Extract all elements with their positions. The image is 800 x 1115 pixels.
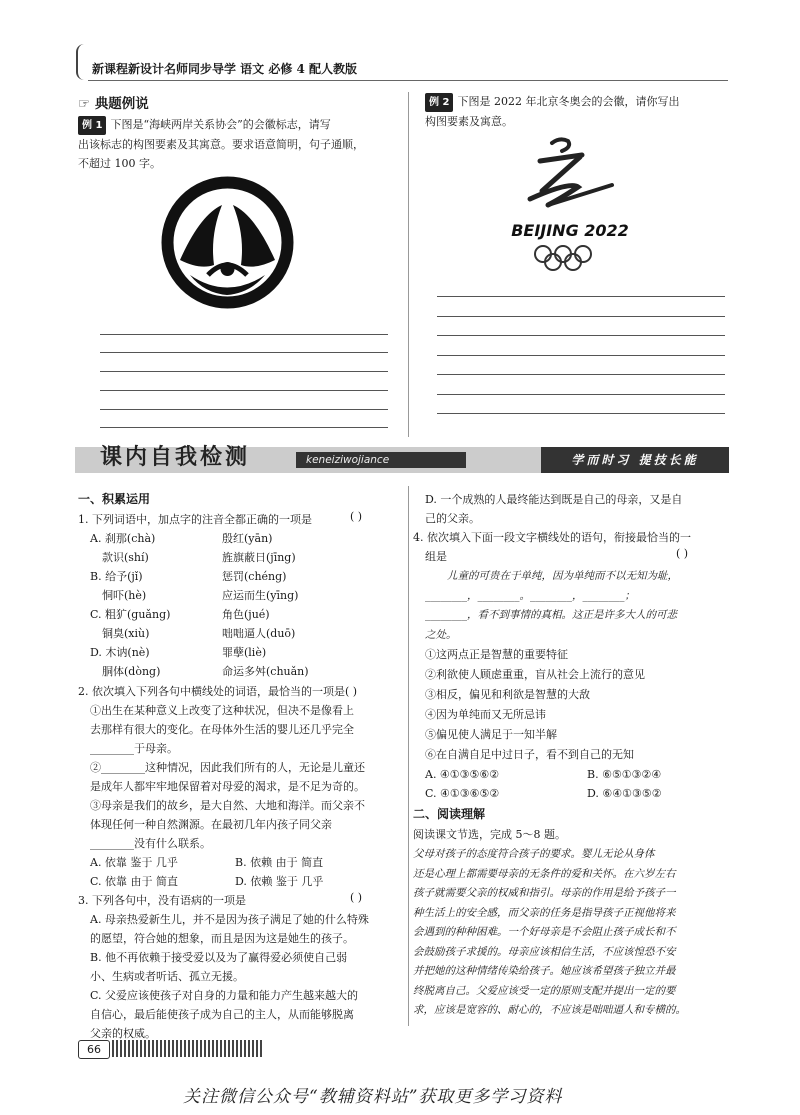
banner-title: 课内自我检测 <box>100 445 251 470</box>
book-title: 新课程新设计名师同步导学 语文 必修 4 配人教版 <box>92 62 358 76</box>
straits-association-logo <box>160 175 295 310</box>
header-rule <box>88 80 728 81</box>
q1-opt: B. 给予(jǐ) <box>90 570 143 583</box>
banner-motto: 学而时习 提技长能 <box>541 447 729 473</box>
q2-opt[interactable]: C. 依靠 由于 简直 <box>90 875 179 888</box>
page-number-box <box>78 1040 110 1059</box>
q2-passage: ①出生在某种意义上改变了这种状况，但决不是像看上 去那样有很大的变化。在母体外生活的婴儿还几乎完全 ________于母亲。 ②________这种情况，因此我们所有的人，无论是儿童还 是成年人都牢牢地保留着对母爱的渴求，是不足为奇的。 ③母亲是我们的故乡，是大自然、大地和海洋。而父亲不 体现任何一种自然渊源。在最初几年内孩子同父亲 ________没有什么联系。 <box>90 704 365 850</box>
q2-opt[interactable]: A. 依靠 鉴于 几乎 <box>90 856 178 869</box>
q4-opt[interactable]: A. ④①③⑤⑥② <box>425 768 500 781</box>
q1-opt: C. 粗犷(guǎng) <box>90 608 171 621</box>
answer-line[interactable] <box>437 374 725 375</box>
example-1-label: 例 1 <box>78 116 106 135</box>
answer-line[interactable] <box>437 316 725 317</box>
section-title: ☞ 典题例说 <box>78 96 149 112</box>
answer-line[interactable] <box>437 335 725 336</box>
q4-items: ①这两点正是智慧的重要特征 ②利欲使人顾虑重重，盲从社会上流行的意见 ③相反，偏见和利欲是智慧的大敌 ④因为单纯而又无所忌讳 ⑤偏见使人满足于一知半解 ⑥在自满自足中过日子，看不到自己的无知 <box>425 648 645 761</box>
q2-opt[interactable]: D. 依赖 鉴于 几乎 <box>235 875 324 888</box>
beijing-2022-logo <box>500 133 640 278</box>
q1-options: A. 刹那(chà) 殷红(yān) 款识(shí) 旌旗蔽日(jīng) B. 给予(jǐ) 惩罚(chéng) 恫吓(hè) 应运而生(yīng) C. 粗犷(guǎng) 角色(jué) 铜臭(xiù) 咄咄逼人(duō) D. 木讷(nè) 罪孽(liè) 胴体(dòng) 命运多舛(chuǎn) <box>90 529 390 681</box>
q1-opt: A. 刹那(chà) <box>90 532 156 545</box>
q3-options: A. 母亲热爱新生儿，并不是因为孩子满足了她的什么特殊 的愿望，符合她的想象，而且是因为这是她生的孩子。 B. 他不再依赖于接受爱以及为了赢得爱必须使自己弱 小、生病或者听话、孤立无援。 C. 父爱应该使孩子对自身的力量和能力产生越来越大的 自信心，最后能使孩子成为自己的主人，从而能够脱离 父亲的权威。 <box>90 913 369 1040</box>
column-divider <box>408 92 409 437</box>
example-2-label: 例 2 <box>425 93 453 112</box>
pointing-hand-icon: ☞ <box>78 96 91 112</box>
reading-intro: 阅读课文节选，完成 5～8 题。 <box>413 828 566 841</box>
footer-pattern <box>112 1040 262 1057</box>
footer-promo: 关注微信公众号“教辅资料站”获取更多学习资料 <box>183 1087 563 1107</box>
answer-line[interactable] <box>100 371 388 372</box>
q1-opt: D. 木讷(nè) <box>90 646 150 659</box>
header-bracket <box>76 44 84 80</box>
q4-passage: 儿童的可贵在于单纯，因为单纯而不以无知为耻， ________，________。________，________； ________，看不到事情的真相。这正是许多大人的可悲 之处。 <box>425 570 678 641</box>
banner-pinyin: keneiziwojiance <box>296 452 466 468</box>
q4-stem: 4. 依次填入下面一段文字横线处的语句，衔接最恰当的一 组是 <box>413 531 691 563</box>
q3-stem: 3. 下列各句中，没有语病的一项是 <box>78 894 246 907</box>
q4-opt[interactable]: D. ⑥④①③⑤② <box>587 787 662 800</box>
q3-option-d: D. 一个成熟的人最终能达到既是自己的母亲，又是自 己的父亲。 <box>425 493 683 525</box>
example-2-text: 例 2 下图是 2022 年北京冬奥会的会徽，请你写出 构图要素及寓意。 <box>425 95 680 128</box>
column-divider <box>408 486 409 1026</box>
page-number: 66 <box>87 1043 101 1056</box>
answer-line[interactable] <box>100 427 388 428</box>
q4-options <box>425 765 730 803</box>
q2-stem: 2. 依次填入下列各句中横线处的词语，最恰当的一项是( ) <box>78 685 358 698</box>
part2-heading: 二、阅读理解 <box>413 807 486 821</box>
answer-line[interactable] <box>100 390 388 391</box>
answer-line[interactable] <box>437 296 725 297</box>
answer-line[interactable] <box>100 352 388 353</box>
answer-line[interactable] <box>437 394 725 395</box>
reading-passage: 父母对孩子的态度符合孩子的要求。婴儿无论从身体 还是心理上都需要母亲的无条件的爱和关怀。在六岁左右 孩子就需要父亲的权威和指引。母亲的作用是给予孩子一 种生活上的安全感，而父亲的任务是指导孩子正视他将来 会遇到的种种困难。一个好母亲是不会阻止孩子成长和不 会鼓励孩子求援的。母亲应该相信生活，不应该惶恐不安 并把她的这种情绪传染给孩子。她应该希望孩子独立并最 终脱离自己。父爱应该受一定的原则支配并提出一定的要 求，应该是宽容的、耐心的，不应该是咄咄逼人和专横的。 <box>413 848 686 1016</box>
answer-line[interactable] <box>437 413 725 414</box>
example-1-text: 例 1 下图是“海峡两岸关系协会”的会徽标志，请写 出该标志的构图要素及其寓意。要求语意简明，句子通顺， 不超过 100 字。 <box>78 118 364 170</box>
answer-line[interactable] <box>100 409 388 410</box>
q1-answer-paren[interactable]: ( ) <box>350 510 363 523</box>
beijing-logo-text: BEIJING 2022 <box>511 221 629 240</box>
q4-opt[interactable]: C. ④①③⑥⑤② <box>425 787 500 800</box>
part1-heading: 一、积累运用 <box>78 492 151 506</box>
q2-opt[interactable]: B. 依赖 由于 简直 <box>235 856 324 869</box>
q2-options <box>90 853 390 891</box>
q3-answer-paren[interactable]: ( ) <box>350 891 363 904</box>
answer-line[interactable] <box>437 355 725 356</box>
q4-answer-paren[interactable]: ( ) <box>676 547 689 560</box>
answer-line[interactable] <box>100 334 388 335</box>
q1-stem: 1. 下列词语中，加点字的注音全都正确的一项是 <box>78 513 312 526</box>
q4-opt[interactable]: B. ⑥⑤①③②④ <box>587 768 662 781</box>
